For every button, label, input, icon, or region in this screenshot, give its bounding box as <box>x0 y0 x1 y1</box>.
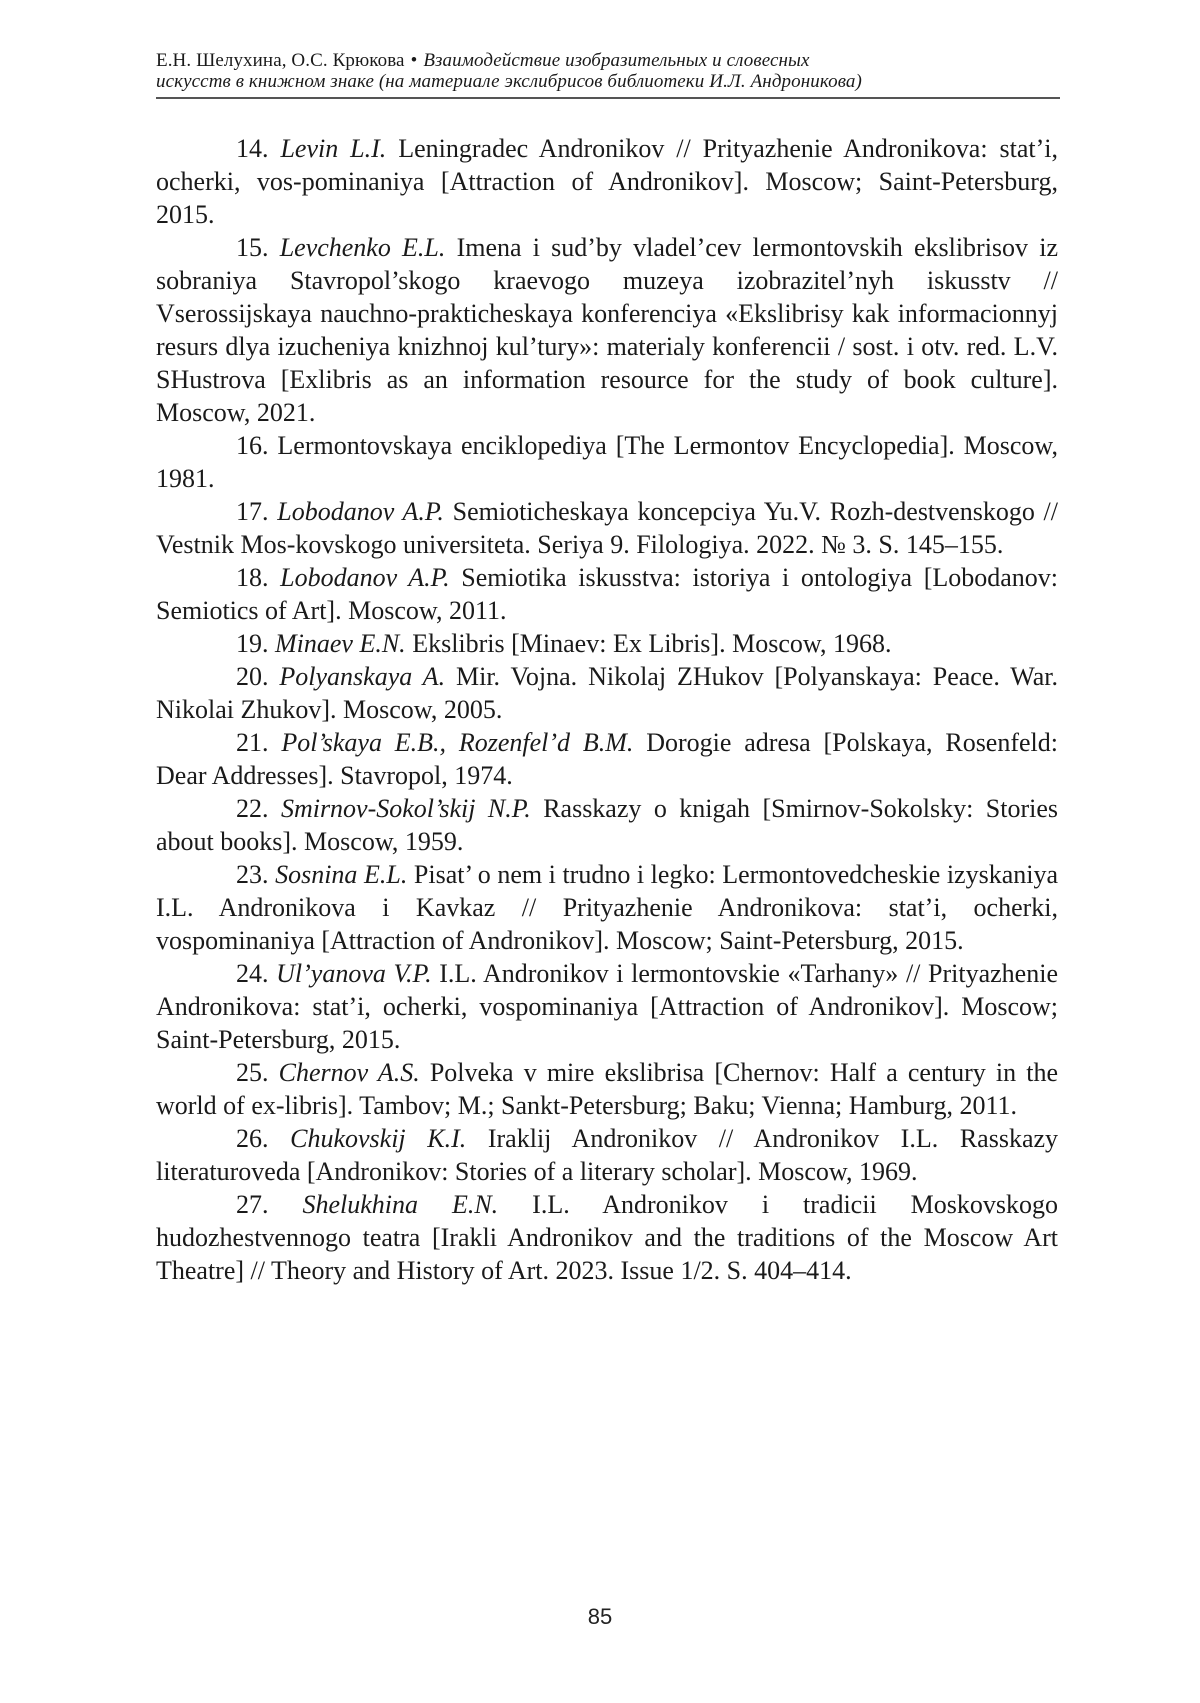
reference-number: 21. <box>236 728 269 757</box>
running-header-line-2 <box>156 71 1060 92</box>
reference-item <box>156 957 1058 1056</box>
reference-author: Smirnov-Sokol’skij N.P. <box>281 794 531 823</box>
reference-item <box>156 231 1058 429</box>
reference-number: 15. <box>236 233 269 262</box>
reference-item <box>156 660 1058 726</box>
reference-text: Imena i sud’by vladel’cev lermontovskih ekslibrisov iz sobraniya Stavropol’skogo kraevogo muzeya izobrazitel’nyh iskusstv // Vserossijskaya nauchno-prakticheskaya konferenciya «Ekslibrisy kak informacionnyj resurs dlya izucheniya knizhnoj kul’tury»: materialy konferencii / sost. i otv. red. L.V. SHustrova [Exlibris as an information resource for the study of book culture]. Moscow, 2021. <box>156 233 1058 427</box>
reference-author: Polyanskaya A. <box>279 662 445 691</box>
reference-number: 22. <box>236 794 269 823</box>
reference-text: Semiotika iskusstva: istoriya i ontologiya [Lobodanov: Semiotics of Art]. Moscow, 2011. <box>156 563 1058 625</box>
header-title-part-1: Взаимодействие изобразительных и словесных <box>423 50 809 71</box>
reference-item <box>156 561 1058 627</box>
reference-author: Minaev E.N. <box>275 629 406 658</box>
reference-item <box>156 858 1058 957</box>
reference-author: Sosnina E.L. <box>275 860 407 889</box>
reference-author: Lobodanov A.P. <box>280 563 450 592</box>
running-header <box>156 50 1060 92</box>
reference-text: Leningradec Andronikov // Prityazhenie Andronikova: stat’i, ocherki, vos-pominaniya [Attraction of Andronikov]. Moscow; Saint-Petersburg, 2015. <box>156 134 1058 229</box>
reference-number: 18. <box>236 563 269 592</box>
reference-text: I.L. Andronikov i tradicii Moskovskogo hudozhestvennogo teatra [Irakli Andronikov and the traditions of the Moscow Art Theatre] // Theory and History of Art. 2023. Issue 1/2. S. 404–414. <box>156 1190 1058 1285</box>
reference-number: 25. <box>236 1058 269 1087</box>
reference-text: Lermontovskaya enciklopediya [The Lermontov Encyclopedia]. Moscow, 1981. <box>156 431 1058 493</box>
reference-text: Dorogie adresa [Polskaya, Rosenfeld: Dear Addresses]. Stavropol, 1974. <box>156 728 1058 790</box>
reference-text: I.L. Andronikov i lermontovskie «Tarhany» // Prityazhenie Andronikova: stat’i, ocherki, vospominaniya [Attraction of Andronikov]. Moscow; Saint-Petersburg, 2015. <box>156 959 1058 1054</box>
reference-author: Ul’yanova V.P. <box>276 959 431 988</box>
reference-item <box>156 627 1058 660</box>
reference-item <box>156 792 1058 858</box>
reference-item <box>156 132 1058 231</box>
reference-author: Lobodanov A.P. <box>277 497 444 526</box>
reference-number: 19. <box>236 629 269 658</box>
reference-item <box>156 1056 1058 1122</box>
reference-item <box>156 726 1058 792</box>
reference-item <box>156 1188 1058 1287</box>
reference-author: Levin L.I. <box>280 134 386 163</box>
reference-item <box>156 495 1058 561</box>
reference-number: 20. <box>236 662 269 691</box>
reference-text: Pisat’ o nem i trudno i legko: Lermontovedcheskie izyskaniya I.L. Andronikova i Kavkaz // Prityazhenie Andronikova: stat’i, ocherki, vospominaniya [Attraction of Andronikov]. Moscow; Saint-Petersburg, 2015. <box>156 860 1058 955</box>
reference-text: Ekslibris [Minaev: Ex Libris]. Moscow, 1968. <box>412 629 891 658</box>
reference-author: Chernov A.S. <box>279 1058 420 1087</box>
header-rule <box>156 97 1060 99</box>
reference-item <box>156 429 1058 495</box>
reference-number: 26. <box>236 1124 269 1153</box>
reference-text: Polveka v mire ekslibrisa [Chernov: Half a century in the world of ex-libris]. Tambov; M.; Sankt-Petersburg; Baku; Vienna; Hamburg, 2011. <box>156 1058 1058 1120</box>
reference-number: 14. <box>236 134 269 163</box>
reference-author: Chukovskij K.I. <box>290 1124 466 1153</box>
reference-number: 23. <box>236 860 269 889</box>
reference-text: Rasskazy o knigah [Smirnov-Sokolsky: Stories about books]. Moscow, 1959. <box>156 794 1058 856</box>
reference-author: Levchenko E.L. <box>280 233 446 262</box>
reference-text: Mir. Vojna. Nikolaj ZHukov [Polyanskaya: Peace. War. Nikolai Zhukov]. Moscow, 2005. <box>156 662 1058 724</box>
reference-item <box>156 1122 1058 1188</box>
header-authors: Е.Н. Шелухина, О.С. Крюкова <box>156 50 405 71</box>
reference-author: Pol’skaya E.B., Rozenfel’d B.M. <box>281 728 633 757</box>
reference-text: Iraklij Andronikov // Andronikov I.L. Rasskazy literaturoveda [Andronikov: Stories of a literary scholar]. Moscow, 1969. <box>156 1124 1058 1186</box>
reference-text: Semioticheskaya koncepciya Yu.V. Rozh-destvenskogo // Vestnik Mos-kovskogo universiteta. Seriya 9. Filologiya. 2022. № 3. S. 145–155. <box>156 497 1058 559</box>
reference-number: 24. <box>236 959 269 988</box>
running-header-line-1 <box>156 50 1060 71</box>
header-title-part-2: искусств в книжном знаке (на материале экслибрисов библиотеки И.Л. Андроникова) <box>156 71 862 92</box>
reference-list <box>156 132 1058 1287</box>
reference-number: 27. <box>236 1190 269 1219</box>
header-separator: • <box>411 50 418 71</box>
reference-author: Shelukhina E.N. <box>302 1190 498 1219</box>
reference-number: 17. <box>236 497 269 526</box>
reference-number: 16. <box>236 431 269 460</box>
page-number: 85 <box>0 1604 1200 1630</box>
